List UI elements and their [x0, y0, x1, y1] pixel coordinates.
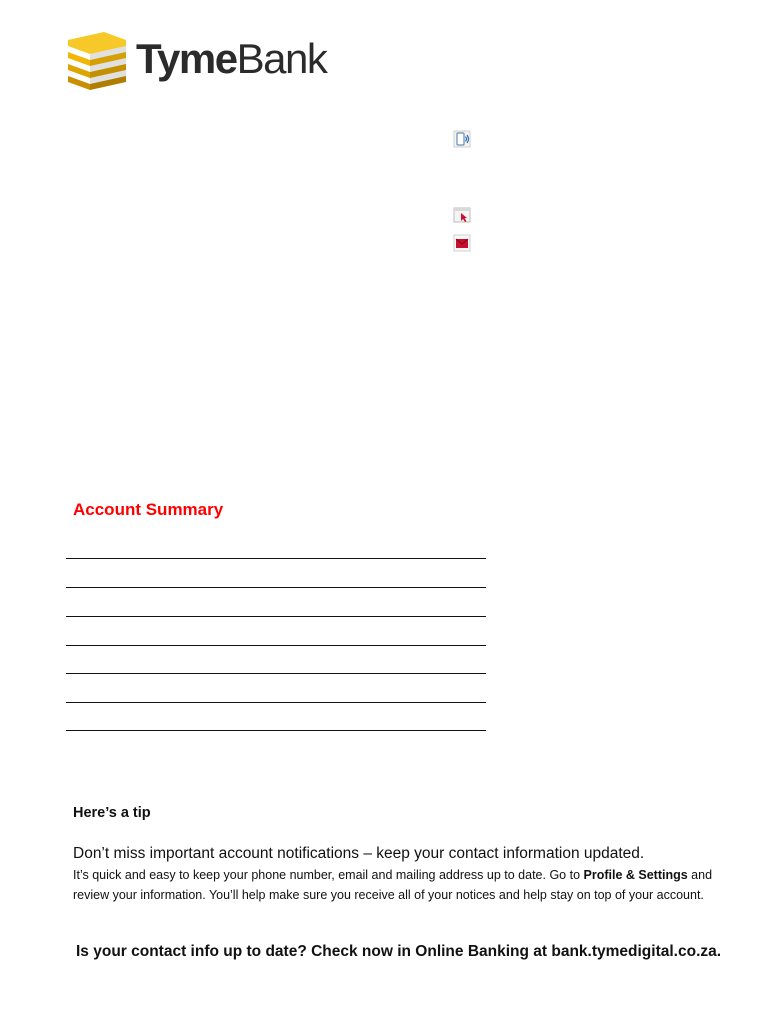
summary-row-line [66, 587, 486, 588]
tip-body [73, 866, 713, 905]
web-cursor-icon [452, 205, 472, 225]
logo-word-bank: Bank [236, 35, 327, 82]
summary-row-line [66, 673, 486, 674]
tip-body-text: It’s quick and easy to keep your phone number, email and mailing address up to date. Go to [73, 868, 584, 882]
summary-row-line [66, 616, 486, 617]
tip-body-text: and review your information. You’ll help make sure you receive all of your notices and help stay on top of your account. [73, 868, 713, 902]
account-summary-table [66, 558, 486, 738]
logo-word-tyme: Tyme [136, 35, 237, 82]
logo-wordmark [136, 36, 326, 82]
summary-row-line [66, 645, 486, 646]
tip-lead: Don’t miss important account notifications – keep your contact information updated. [73, 845, 645, 862]
summary-row-line [66, 558, 486, 559]
contact-info-cta: Is your contact info up to date? Check now in Online Banking at bank.tymedigital.co.za. [76, 943, 722, 960]
tymebank-logo-mark-icon [64, 28, 128, 92]
tip-heading: Here’s a tip [73, 805, 151, 821]
phone-speaker-icon [452, 129, 472, 149]
profile-settings-label: Profile & Settings [583, 868, 688, 882]
mail-envelope-icon [452, 233, 472, 253]
account-summary-title: Account Summary [73, 500, 224, 519]
tymebank-logo [64, 28, 334, 92]
summary-row-line [66, 730, 486, 731]
summary-row-line [66, 702, 486, 703]
